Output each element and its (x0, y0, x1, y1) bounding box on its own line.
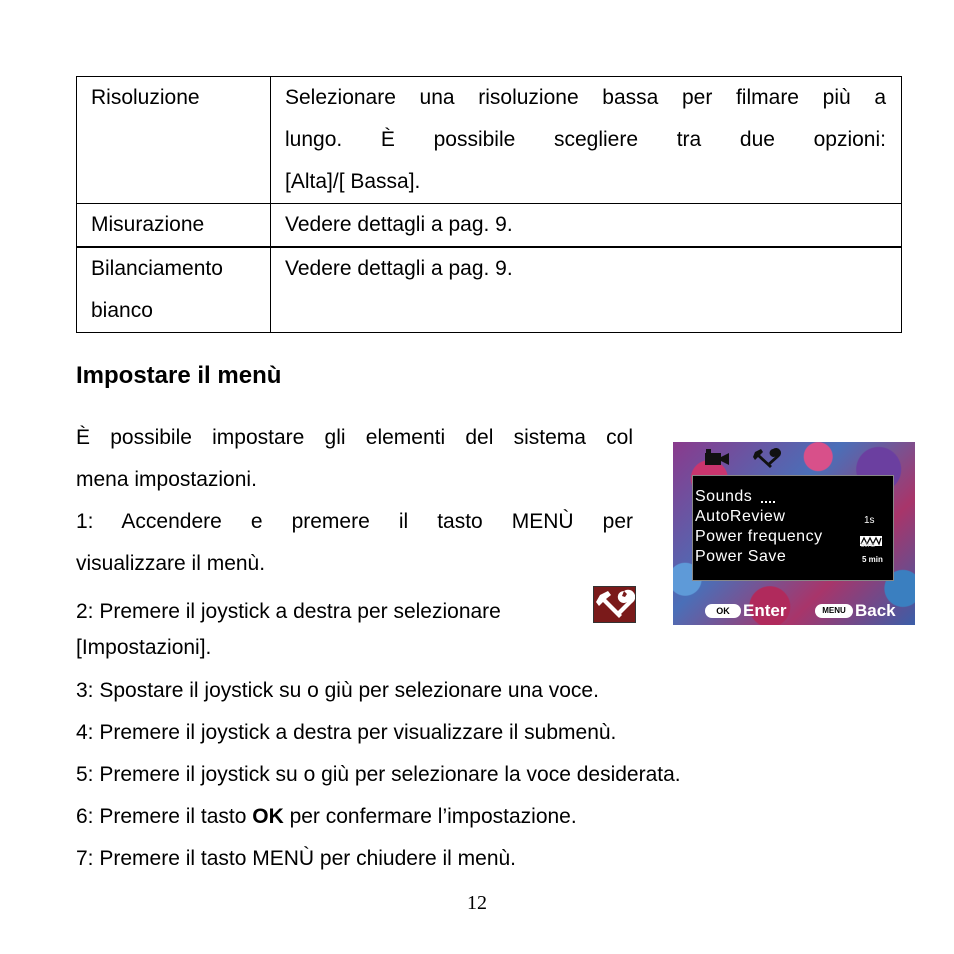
step-5: 5: Premere il joystick su o giù per selezionare la voce desiderata. (76, 763, 681, 786)
row-desc-line: Selezionare una risoluzione bassa per filmare più a (285, 86, 886, 109)
dots-indicator (761, 501, 775, 505)
step-6-prefix: 6: Premere il tasto (76, 805, 253, 828)
step-7: 7: Premere il tasto MENÙ per chiudere il menù. (76, 847, 517, 870)
section-title: Impostare il menù (76, 362, 282, 389)
menu-item-autoreview: AutoReview (695, 508, 786, 525)
menu-button: MENU (815, 604, 853, 618)
waveform-icon (860, 533, 882, 543)
menu-item-sounds: Sounds (695, 488, 753, 505)
step-6-suffix: per confermare l’impostazione. (283, 805, 577, 828)
back-label: Back (855, 601, 896, 620)
ok-button: OK (705, 604, 741, 618)
row-label-misurazione: Misurazione (91, 213, 205, 236)
intro-line: mena impostazioni. (76, 468, 257, 491)
row-desc-line: lungo. È possibile scegliere tra due opzioni: (285, 128, 886, 151)
step-1-line: visualizzare il menù. (76, 552, 266, 575)
row-label-bilanciamento: Bilanciamento (91, 257, 223, 280)
settings-tab-icon (751, 446, 781, 470)
autoreview-value: 1s (864, 515, 875, 526)
step-1-line: 1: Accendere e premere il tasto MENÙ per (76, 510, 633, 533)
video-camera-icon (703, 448, 731, 468)
step-6 (76, 796, 577, 838)
settings-tools-icon (593, 586, 636, 623)
camera-menu-screenshot (673, 442, 915, 625)
step-2-line: [Impostazioni]. (76, 636, 212, 659)
page-number: 12 (467, 892, 487, 914)
menu-item-power-save: Power Save (695, 548, 787, 565)
camera-menu-panel (692, 475, 894, 581)
settings-table (76, 76, 902, 333)
menu-item-power-frequency: Power frequency (695, 528, 823, 545)
step-6-ok-bold: OK (252, 805, 284, 828)
row-label-bianco: bianco (91, 299, 153, 322)
enter-label: Enter (743, 601, 787, 620)
step-2-line: 2: Premere il joystick a destra per selezionare (76, 600, 501, 623)
row-label-risoluzione: Risoluzione (91, 86, 200, 109)
intro-line: È possibile impostare gli elementi del sistema col (76, 426, 633, 449)
power-freq-hz: 50Hz (861, 543, 876, 549)
power-save-value: 5 min (862, 555, 883, 564)
row-desc-line: [Alta]/[ Bassa]. (285, 170, 421, 193)
step-4: 4: Premere il joystick a destra per visualizzare il submenù. (76, 721, 617, 744)
row-desc-line: Vedere dettagli a pag. 9. (285, 213, 513, 236)
step-3: 3: Spostare il joystick su o giù per selezionare una voce. (76, 679, 599, 702)
row-desc-line: Vedere dettagli a pag. 9. (285, 257, 513, 280)
